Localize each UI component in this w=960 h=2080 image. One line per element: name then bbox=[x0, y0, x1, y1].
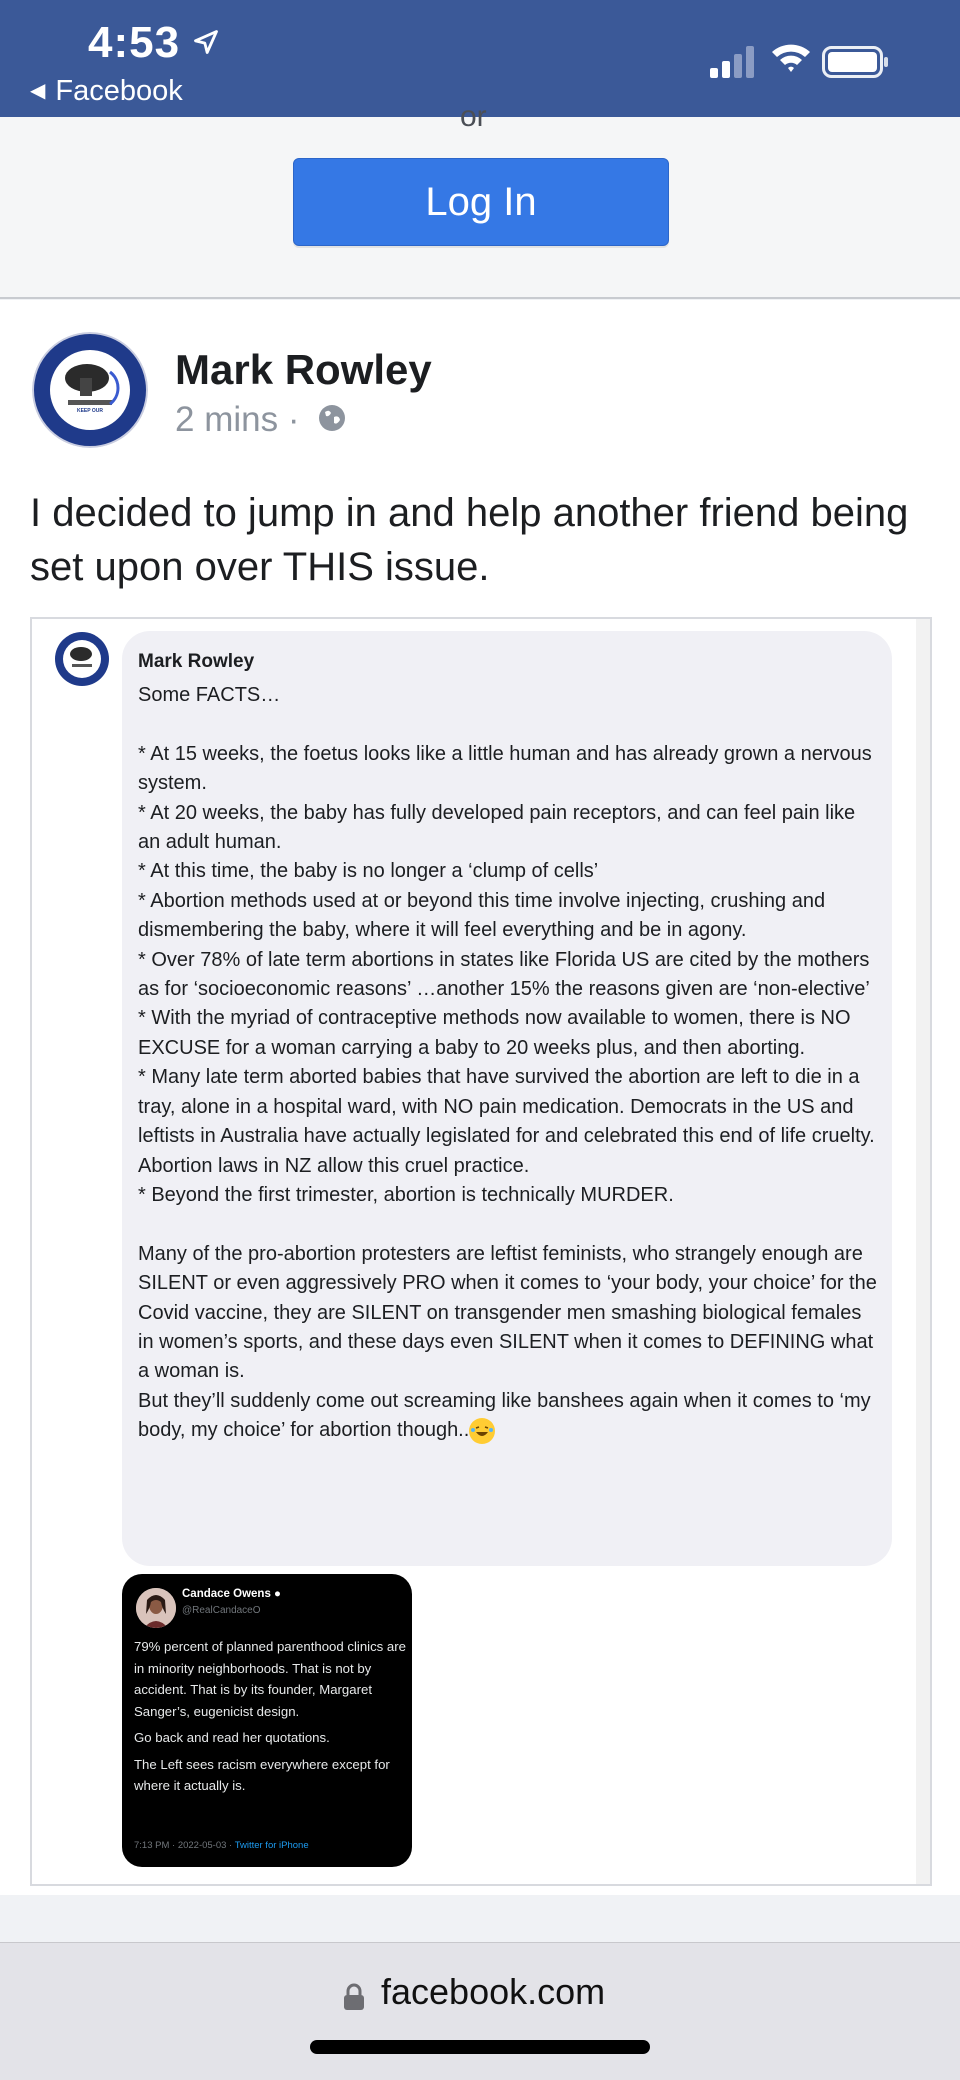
comment-body bbox=[138, 681, 880, 1446]
post-author-name[interactable]: Mark Rowley bbox=[175, 346, 432, 393]
battery-icon bbox=[822, 46, 890, 78]
image-edge bbox=[916, 619, 930, 1884]
lock-icon bbox=[343, 1983, 365, 2011]
or-divider-text: or bbox=[460, 109, 487, 131]
log-in-button[interactable]: Log In bbox=[293, 158, 669, 246]
post-image[interactable] bbox=[30, 617, 932, 1886]
laughing-emoji-icon bbox=[469, 1418, 495, 1444]
back-to-facebook-link[interactable] bbox=[30, 75, 183, 108]
comment-text: Some FACTS… * At 15 weeks, the foetus looks like a little human and has already grown a nervous system. * At 20 weeks, the baby has fully developed pain receptors, and can feel pain like an adult human. * At this time, the baby is no longer a ‘clump of cells’ * Abortion methods used at or beyond this time involve injecting, crushing and dismembering the baby, where it will feel everything and be in agony. * Over 78% of late term abortions in states like Florida US are cited by the mothers as for ‘socioeconomic reasons’ …another 15% the reasons given are ‘non-elective’ * With the myriad of contraceptive methods now available to women, there is NO EXCUSE for a woman carrying a baby to 20 weeks plus, and then aborting. * Many late term aborted babies that have survived the abortion are left to die in a tray, alone in a hospital ward, with NO pain medication. Democrats in the US and leftists in Australia have actually legislated for and celebrated this end of life cruelty. Abortion laws in NZ allow this cruel practice. * Beyond the first trimester, abortion is technically MURDER. Many of the pro-abortion protesters are leftist feminists, who strangely enough are SILENT or even aggressively PRO when it comes to ‘your body, your choice’ for the Covid vaccine, they are SILENT on transgender men smashing biological females in women’s sports, and these days even SILENT when it comes to DEFINING what a woman is. But they’ll suddenly come out screaming like banshees again when it comes to ‘my body, my choice’ for abortion though.. bbox=[138, 684, 877, 1442]
tweet-paragraph: 79% percent of planned parenthood clinics are in minority neighborhoods. That is not by accident. That is by its founder, Margaret Sanger’s, eugenicist design. bbox=[134, 1639, 406, 1719]
globe-icon bbox=[317, 403, 347, 433]
tweet-paragraph: Go back and read her quotations. bbox=[134, 1730, 330, 1745]
post-card bbox=[0, 300, 960, 1895]
tweet-paragraph: The Left sees racism everywhere except for where it actually is. bbox=[134, 1756, 390, 1793]
verified-badge-icon: ● bbox=[274, 1588, 281, 1600]
wifi-icon bbox=[770, 38, 812, 76]
cellular-signal-icon bbox=[710, 46, 758, 78]
post-text: I decided to jump in and help another friend being set upon over THIS issue. bbox=[30, 491, 909, 589]
tweet-footer: 7:13 PM · 2022-05-03 · Twitter for iPhone bbox=[134, 1840, 309, 1851]
svg-text:KEEP OUR: KEEP OUR bbox=[76, 408, 104, 414]
status-time: 4:53 bbox=[88, 18, 181, 67]
back-triangle-icon: ◀ bbox=[30, 80, 46, 102]
comment-bubble bbox=[122, 631, 892, 1566]
tweet-text bbox=[134, 1636, 406, 1802]
back-label: Facebook bbox=[55, 75, 183, 107]
comment-author: Mark Rowley bbox=[138, 651, 255, 672]
avatar[interactable] bbox=[32, 332, 148, 448]
post-meta bbox=[175, 400, 347, 440]
meta-separator: · bbox=[287, 400, 300, 439]
browser-address-bar[interactable] bbox=[0, 1942, 960, 2080]
post-timestamp[interactable]: 2 mins bbox=[175, 400, 279, 439]
login-section bbox=[0, 109, 960, 299]
url-text[interactable]: facebook.com bbox=[381, 1971, 606, 2012]
tweet-author-name: Candace Owens ● bbox=[182, 1588, 281, 1600]
tweet-handle: @RealCandaceO bbox=[182, 1605, 261, 1616]
location-arrow-icon bbox=[192, 28, 220, 56]
tweet-image bbox=[122, 1574, 412, 1867]
comment-avatar bbox=[54, 631, 110, 687]
home-indicator[interactable] bbox=[310, 2040, 650, 2054]
tweet-source: Twitter for iPhone bbox=[234, 1840, 309, 1851]
status-bar bbox=[0, 0, 960, 117]
tweet-avatar bbox=[136, 1588, 176, 1628]
